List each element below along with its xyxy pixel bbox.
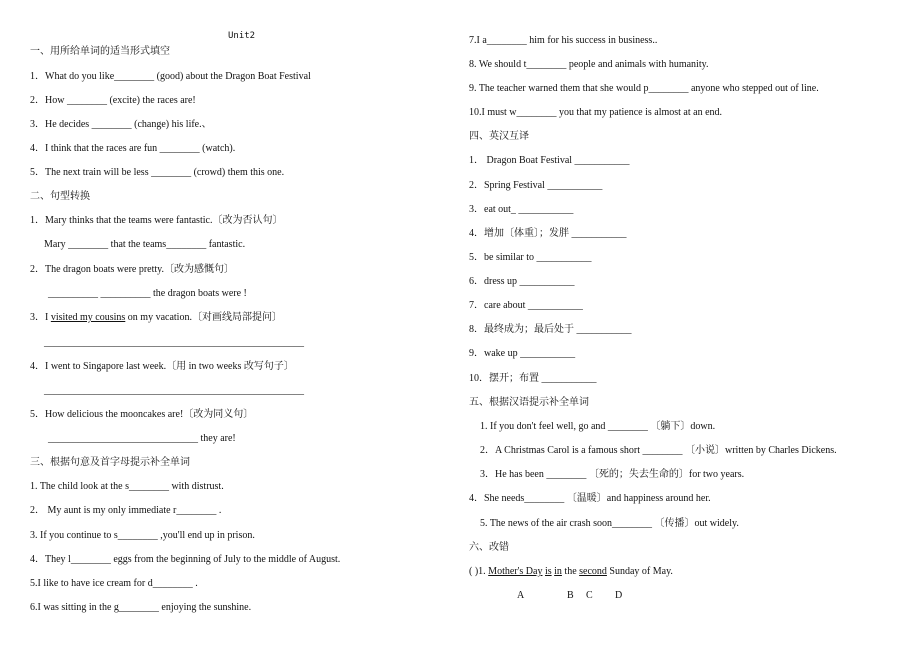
s2-answer-line: __________ __________ the dragon boats were !: [48, 288, 247, 299]
s3-question: 8. We should t________ people and animals with humanity.: [469, 59, 709, 70]
s4-item: 3．eat out_ ___________: [469, 204, 574, 215]
s3-question: 2． My aunt is my only immediate r________ .: [30, 505, 222, 516]
s3-question: 6.I was sitting in the g________ enjoying the sunshine.: [30, 602, 252, 613]
s5-question: 1. If you don't feel well, go and ________ 〔躺下〕down.: [480, 421, 716, 432]
s4-item: 10．摆开；布置 ___________: [469, 373, 597, 384]
option-label-b: B: [567, 590, 574, 601]
option-label-a: A: [517, 590, 525, 601]
s2-question: 2．The dragon boats were pretty.〔改为感慨句〕: [30, 264, 235, 275]
s2-q3-text: on my vacation.〔对画线局部提问〕: [125, 312, 282, 323]
s4-item: 5．be similar to ___________: [469, 252, 592, 263]
s1-question: 5．The next train will be less ________ (crowd) them this one.: [30, 167, 285, 178]
s4-item: 2．Spring Festival ___________: [469, 180, 603, 191]
s2-q3-text: 3．I: [30, 312, 51, 323]
s1-question: 3．He decides ________ (change) his life.、: [30, 119, 212, 130]
s6-question: [469, 566, 673, 578]
underlined-part-b: is: [544, 566, 552, 577]
s5-question: 5. The news of the air crash soon________ 〔传播〕out widely.: [480, 518, 739, 529]
s3-question: 1. The child look at the s________ with distrust.: [30, 481, 224, 492]
s2-question: [30, 312, 282, 324]
underlined-part-c: in: [554, 566, 562, 577]
page-title: Unit2: [228, 31, 256, 41]
s3-question: 7.I a________ him for his success in business..: [469, 35, 658, 46]
s3-question: 10.I must w________ you that my patience is almost at an end.: [469, 107, 723, 118]
underlined-part-a: Mother's Day: [488, 566, 543, 577]
s4-item: 4．增加〔体重〕；发胖 ___________: [469, 228, 627, 239]
underlined-phrase: visited my cousins: [50, 312, 126, 323]
option-label-c: C: [586, 590, 593, 601]
s2-question: 4．I went to Singapore last week.〔用 in two weeks 改写句子〕: [30, 361, 294, 372]
s3-question: 4．They l________ eggs from the beginning of July to the middle of August.: [30, 554, 341, 565]
s3-question: 5.I like to have ice cream for d________ .: [30, 578, 198, 589]
s2-answer-line: ____________________________________________________: [44, 385, 304, 396]
s5-question: 3．He has been ________ 〔死的；失去生命的〕for two years.: [480, 469, 745, 480]
s3-question: 9. The teacher warned them that she would p________ anyone who stepped out of line.: [469, 83, 819, 94]
s5-question: 2．A Christmas Carol is a famous short ________ 〔小说〕written by Charles Dickens.: [480, 445, 837, 456]
s1-question: 2．How ________ (excite) the races are!: [30, 95, 196, 106]
s5-question: 4．She needs________ 〔温暖〕and happiness around her.: [469, 493, 711, 504]
s6-text: Sunday of May.: [606, 566, 673, 577]
section-1-heading: 一、用所给单词的适当形式填空: [30, 46, 170, 57]
s6-text: the: [561, 566, 580, 577]
s2-question: 1．Mary thinks that the teams were fantastic.〔改为否认句〕: [30, 215, 283, 226]
option-label-d: D: [615, 590, 623, 601]
section-5-heading: 五、根据汉语提示补全单词: [469, 397, 589, 408]
s4-item: 1． Dragon Boat Festival ___________: [469, 155, 630, 166]
s4-item: 7．care about ___________: [469, 300, 583, 311]
s4-item: 9．wake up ___________: [469, 348, 576, 359]
s2-question: 5．How delicious the mooncakes are!〔改为同义句〕: [30, 409, 254, 420]
section-3-heading: 三、根据句意及首字母提示补全单词: [30, 457, 190, 468]
s2-answer-line: Mary ________ that the teams________ fantastic.: [44, 239, 246, 250]
section-4-heading: 四、英汉互译: [469, 131, 529, 142]
s1-question: 4．I think that the races are fun ________ (watch).: [30, 143, 236, 154]
underlined-part-d: second: [579, 566, 607, 577]
s2-answer-line: ______________________________ they are!: [48, 433, 236, 444]
section-2-heading: 二、句型转换: [30, 191, 90, 202]
section-6-heading: 六、改错: [469, 542, 509, 553]
s4-item: 6．dress up ___________: [469, 276, 575, 287]
s4-item: 8．最终成为；最后处于 ___________: [469, 324, 632, 335]
s2-answer-line: ____________________________________________________: [44, 337, 304, 348]
s3-question: 3. If you continue to s________ ,you'll end up in prison.: [30, 530, 255, 541]
answer-bracket: ( )1.: [469, 566, 489, 577]
s1-question: 1．What do you like________ (good) about the Dragon Boat Festival: [30, 71, 311, 82]
